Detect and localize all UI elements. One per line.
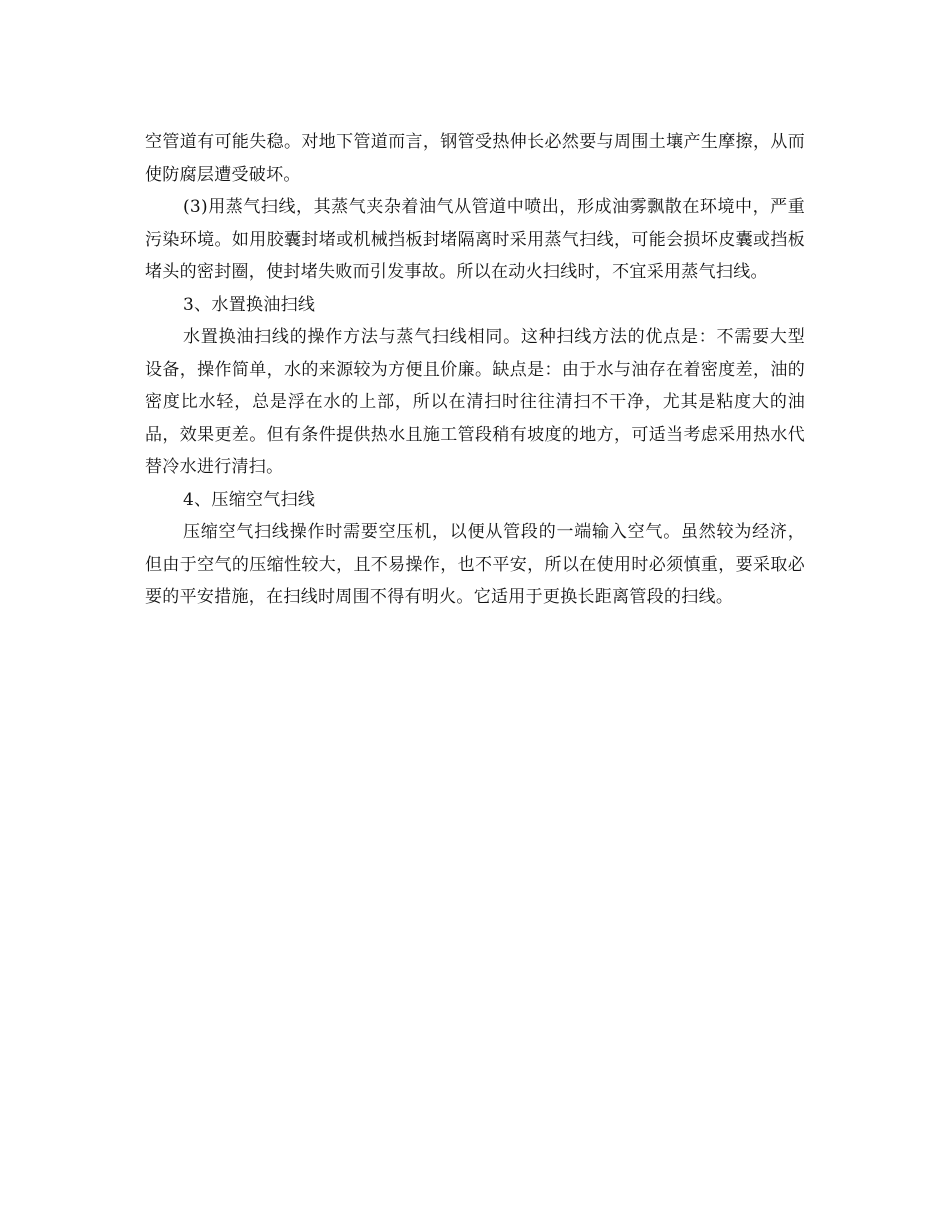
paragraph-continuation: 空管道有可能失稳。对地下管道而言，钢管受热伸长必然要与周围土壤产生摩擦，从而使防腐层遭受破坏。 <box>145 132 805 185</box>
section-heading-air-purging: 4、压缩空气扫线 <box>183 489 316 510</box>
paragraph-steam-purging: (3)用蒸气扫线，其蒸气夹杂着油气从管道中喷出，形成油雾飘散在环境中，严重污染环境。如用胶囊封堵或机械挡板封堵隔离时采用蒸气扫线，可能会损坏皮囊或挡板堵头的密封圈，使封堵失败而引发事故。所以在动火扫线时，不宜采用蒸气扫线。 <box>145 197 805 282</box>
paragraph-water-purging: 水置换油扫线的操作方法与蒸气扫线相同。这种扫线方法的优点是：不需要大型设备，操作简单，水的来源较为方便且价廉。缺点是：由于水与油存在着密度差，油的密度比水轻，总是浮在水的上部，所以在清扫时往往清扫不干净，尤其是粘度大的油品，效果更差。但有条件提供热水且施工管段稍有坡度的地方，可适当考虑采用热水代替冷水进行清扫。 <box>145 327 805 477</box>
document-body <box>145 126 805 614</box>
paragraph-air-purging: 压缩空气扫线操作时需要空压机，以便从管段的一端输入空气。虽然较为经济，但由于空气的压缩性较大，且不易操作，也不平安，所以在使用时必须慎重，要采取必要的平安措施，在扫线时周围不得有明火。它适用于更换长距离管段的扫线。 <box>145 522 805 607</box>
section-heading-water-purging: 3、水置换油扫线 <box>183 294 316 315</box>
